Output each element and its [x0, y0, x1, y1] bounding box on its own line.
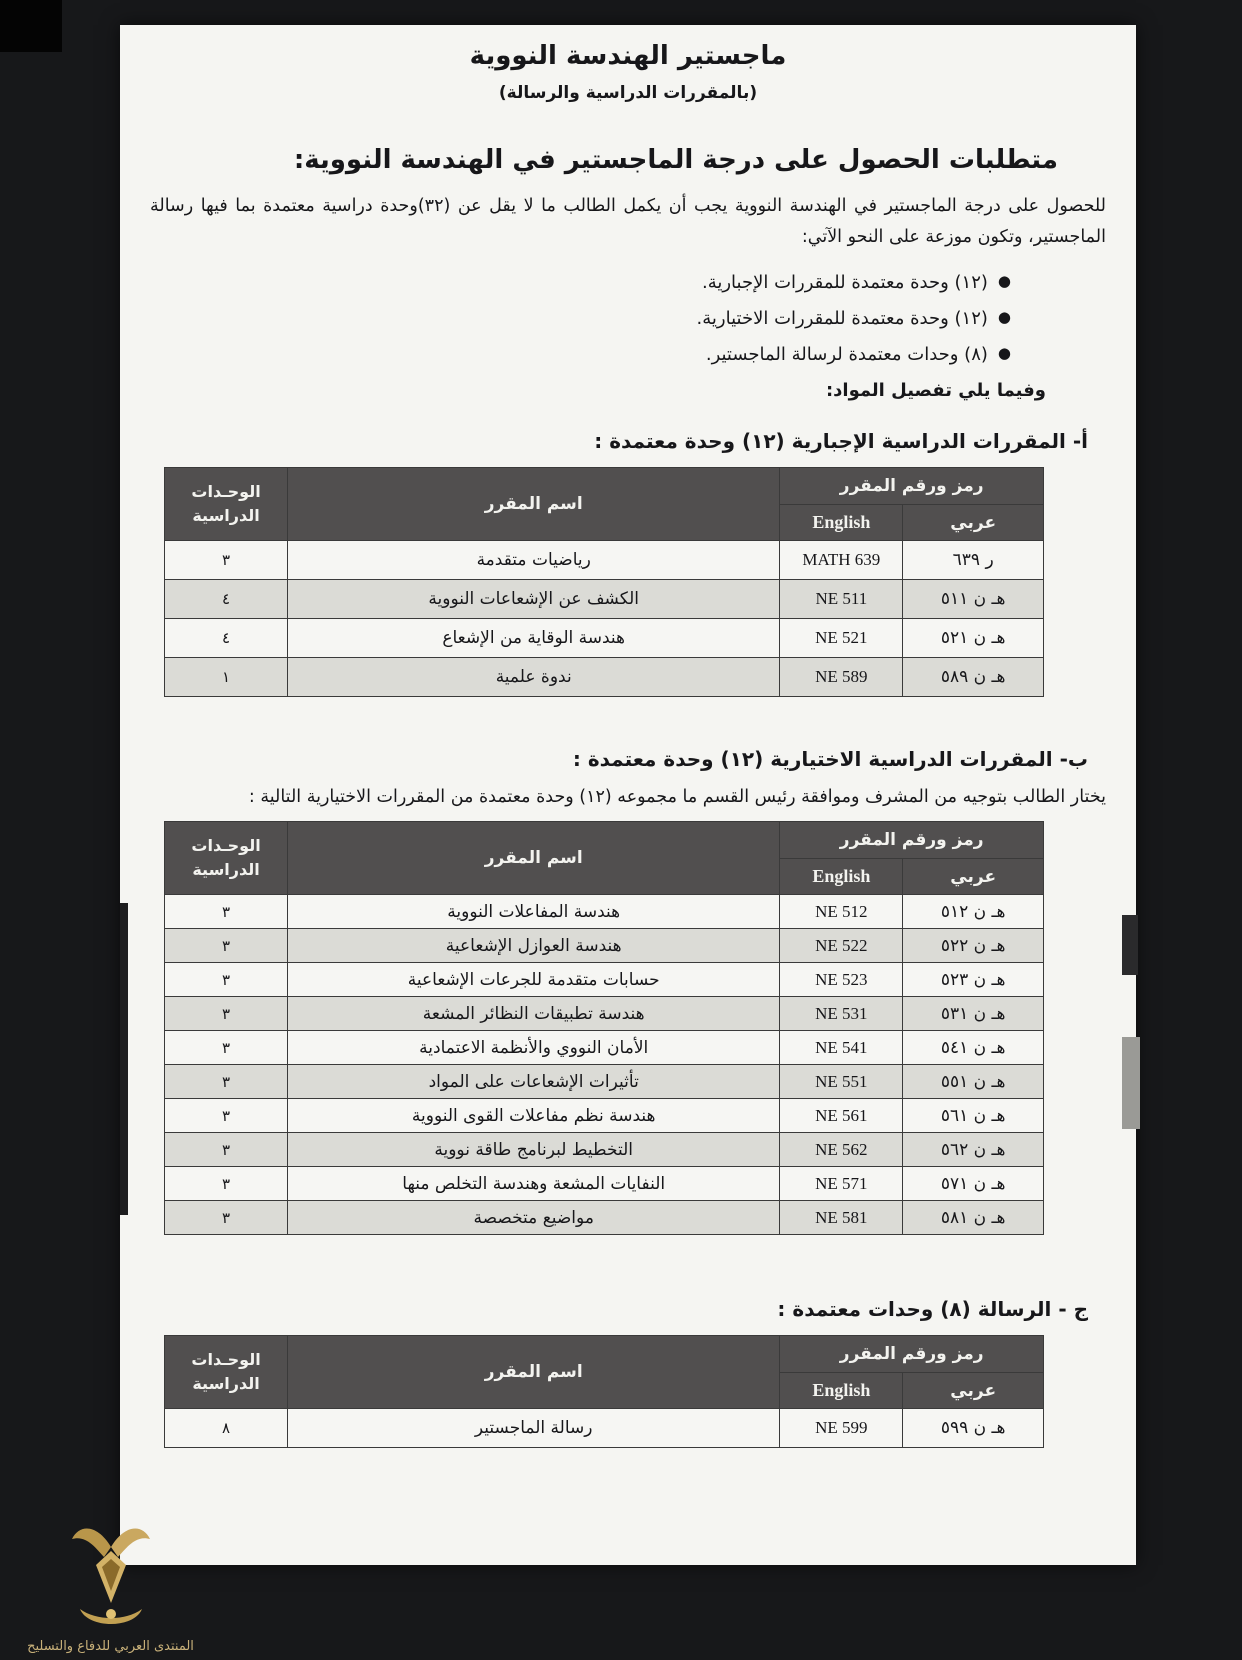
cell-units: ٣ [165, 997, 288, 1031]
cell-units: ١ [165, 658, 288, 697]
table-header [165, 1336, 1044, 1409]
header-code-group: رمز ورقم المقرر [780, 822, 1044, 859]
cell-arabic: ر ٦٣٩ [903, 541, 1044, 580]
course-row [165, 619, 1044, 658]
course-row [165, 658, 1044, 697]
cell-arabic: هـ ن ٥٣١ [903, 997, 1044, 1031]
cell-english: NE 531 [780, 997, 903, 1031]
requirements-list [150, 272, 1011, 365]
cell-name: هندسة نظم مفاعلات القوى النووية [288, 1099, 780, 1133]
cell-arabic: هـ ن ٥٤١ [903, 1031, 1044, 1065]
header-english: English [780, 1373, 903, 1409]
cell-units: ٤ [165, 580, 288, 619]
cell-units: ٣ [165, 1099, 288, 1133]
scan-corner-notch [0, 0, 62, 52]
cell-name: التخطيط لبرنامج طاقة نووية [288, 1133, 780, 1167]
thesis-table [164, 1335, 1044, 1448]
cell-units: ٤ [165, 619, 288, 658]
details-line: وفيما يلي تفصيل المواد: [825, 380, 1046, 402]
cell-name: تأثيرات الإشعاعات على المواد [288, 1065, 780, 1099]
cell-arabic: هـ ن ٥٢١ [903, 619, 1044, 658]
header-units-line2: الدراسية [192, 506, 260, 526]
cell-arabic: هـ ن ٥٦١ [903, 1099, 1044, 1133]
list-item [150, 344, 1011, 365]
cell-name: رياضيات متقدمة [288, 541, 780, 580]
cell-units: ٣ [165, 1031, 288, 1065]
cell-english: NE 581 [780, 1201, 903, 1235]
cell-arabic: هـ ن ٥٧١ [903, 1167, 1044, 1201]
required-courses-table [164, 467, 1044, 697]
cell-arabic: هـ ن ٥١٢ [903, 895, 1044, 929]
cell-name: ندوة علمية [288, 658, 780, 697]
bullet-text: (١٢) وحدة معتمدة للمقررات الإجبارية. [701, 272, 988, 294]
cell-name: هندسة تطبيقات النظائر المشعة [288, 997, 780, 1031]
scan-artifact [1122, 915, 1138, 975]
header-course-name: اسم المقرر [288, 468, 780, 541]
course-row [165, 580, 1044, 619]
cell-name: النفايات المشعة وهندسة التخلص منها [288, 1167, 780, 1201]
cell-english: NE 599 [780, 1409, 903, 1448]
course-row [165, 1167, 1044, 1201]
list-item [150, 272, 1011, 293]
cell-units: ٣ [165, 895, 288, 929]
cell-english: NE 561 [780, 1099, 903, 1133]
course-row [165, 997, 1044, 1031]
cell-name: هندسة العوازل الإشعاعية [288, 929, 780, 963]
header-units-line1: الوحـدات [191, 836, 261, 856]
header-course-name: اسم المقرر [288, 822, 780, 895]
intro-paragraph: للحصول على درجة الماجستير في الهندسة النووية يجب أن يكمل الطالب ما لا يقل عن (٣٢)وحدة دراسية معتمدة بما فيها رسالة الماجستير، وتكون موزعة على النحو الآتي: [150, 196, 1106, 247]
header-english: English [780, 505, 903, 541]
bullet-icon: ● [997, 272, 1011, 291]
list-item [150, 308, 1011, 329]
header-arabic: عربي [903, 1373, 1044, 1409]
cell-arabic: هـ ن ٥١١ [903, 580, 1044, 619]
course-row [165, 1409, 1044, 1448]
header-arabic: عربي [903, 859, 1044, 895]
bullet-text: (٨) وحدات معتمدة لرسالة الماجستير. [705, 344, 988, 366]
scanned-document-page [120, 25, 1136, 1565]
scan-artifact [1122, 1037, 1140, 1129]
cell-arabic: هـ ن ٥٨١ [903, 1201, 1044, 1235]
table-header [165, 468, 1044, 541]
cell-name: هندسة المفاعلات النووية [288, 895, 780, 929]
cell-english: NE 521 [780, 619, 903, 658]
course-row [165, 1099, 1044, 1133]
course-row [165, 1133, 1044, 1167]
course-row [165, 929, 1044, 963]
section-c-heading: ج - الرسالة (٨) وحدات معتمدة : [777, 1297, 1088, 1322]
header-units [165, 468, 288, 541]
bullet-text: (١٢) وحدة معتمدة للمقررات الاختيارية. [696, 308, 988, 330]
cell-english: NE 571 [780, 1167, 903, 1201]
section-b-note: يختار الطالب بتوجيه من المشرف وموافقة رئيس القسم ما مجموعه (١٢) وحدة معتمدة من المقررات الاختيارية التالية : [248, 787, 1106, 808]
header-units-line2: الدراسية [192, 860, 260, 880]
cell-english: NE 551 [780, 1065, 903, 1099]
course-row [165, 541, 1044, 580]
cell-english: NE 511 [780, 580, 903, 619]
header-units [165, 1336, 288, 1409]
forum-watermark [8, 1517, 213, 1654]
table-body [165, 541, 1044, 697]
cell-units: ٨ [165, 1409, 288, 1448]
cell-arabic: هـ ن ٥٢٣ [903, 963, 1044, 997]
cell-arabic: هـ ن ٥٩٩ [903, 1409, 1044, 1448]
requirements-heading: متطلبات الحصول على درجة الماجستير في الهندسة النووية: [293, 145, 1058, 175]
elective-courses-table [164, 821, 1044, 1235]
header-code-group: رمز ورقم المقرر [780, 1336, 1044, 1373]
falcon-emblem-icon [68, 1517, 154, 1635]
header-units [165, 822, 288, 895]
bullet-icon: ● [997, 308, 1011, 327]
cell-english: NE 523 [780, 963, 903, 997]
header-course-name: اسم المقرر [288, 1336, 780, 1409]
cell-english: MATH 639 [780, 541, 903, 580]
cell-english: NE 512 [780, 895, 903, 929]
section-a-heading: أ- المقررات الدراسية الإجبارية (١٢) وحدة معتمدة : [594, 429, 1088, 454]
cell-name: هندسة الوقاية من الإشعاع [288, 619, 780, 658]
cell-arabic: هـ ن ٥٢٢ [903, 929, 1044, 963]
header-units-line1: الوحـدات [191, 482, 261, 502]
cell-name: مواضيع متخصصة [288, 1201, 780, 1235]
course-row [165, 1031, 1044, 1065]
watermark-text: المنتدى العربي للدفاع والتسليح [27, 1639, 194, 1654]
header-units-line1: الوحـدات [191, 1350, 261, 1370]
doc-title: ماجستير الهندسة النووية [469, 41, 787, 71]
cell-units: ٣ [165, 1065, 288, 1099]
cell-name: رسالة الماجستير [288, 1409, 780, 1448]
cell-units: ٣ [165, 963, 288, 997]
cell-english: NE 589 [780, 658, 903, 697]
scan-artifact [120, 903, 128, 1215]
cell-units: ٣ [165, 1167, 288, 1201]
cell-units: ٣ [165, 1201, 288, 1235]
table-body [165, 1409, 1044, 1448]
table-body [165, 895, 1044, 1235]
cell-units: ٣ [165, 541, 288, 580]
doc-subtitle: (بالمقررات الدراسية والرسالة) [498, 83, 758, 103]
cell-name: حسابات متقدمة للجرعات الإشعاعية [288, 963, 780, 997]
cell-arabic: هـ ن ٥٦٢ [903, 1133, 1044, 1167]
course-row [165, 963, 1044, 997]
cell-units: ٣ [165, 929, 288, 963]
header-arabic: عربي [903, 505, 1044, 541]
cell-arabic: هـ ن ٥٨٩ [903, 658, 1044, 697]
section-b-heading: ب- المقررات الدراسية الاختيارية (١٢) وحدة معتمدة : [572, 747, 1088, 772]
cell-english: NE 562 [780, 1133, 903, 1167]
course-row [165, 1201, 1044, 1235]
course-row [165, 895, 1044, 929]
cell-english: NE 541 [780, 1031, 903, 1065]
cell-units: ٣ [165, 1133, 288, 1167]
header-code-group: رمز ورقم المقرر [780, 468, 1044, 505]
header-english: English [780, 859, 903, 895]
cell-name: الكشف عن الإشعاعات النووية [288, 580, 780, 619]
cell-arabic: هـ ن ٥٥١ [903, 1065, 1044, 1099]
header-units-line2: الدراسية [192, 1374, 260, 1394]
cell-english: NE 522 [780, 929, 903, 963]
cell-name: الأمان النووي والأنظمة الاعتمادية [288, 1031, 780, 1065]
bullet-icon: ● [997, 344, 1011, 363]
course-row [165, 1065, 1044, 1099]
table-header [165, 822, 1044, 895]
